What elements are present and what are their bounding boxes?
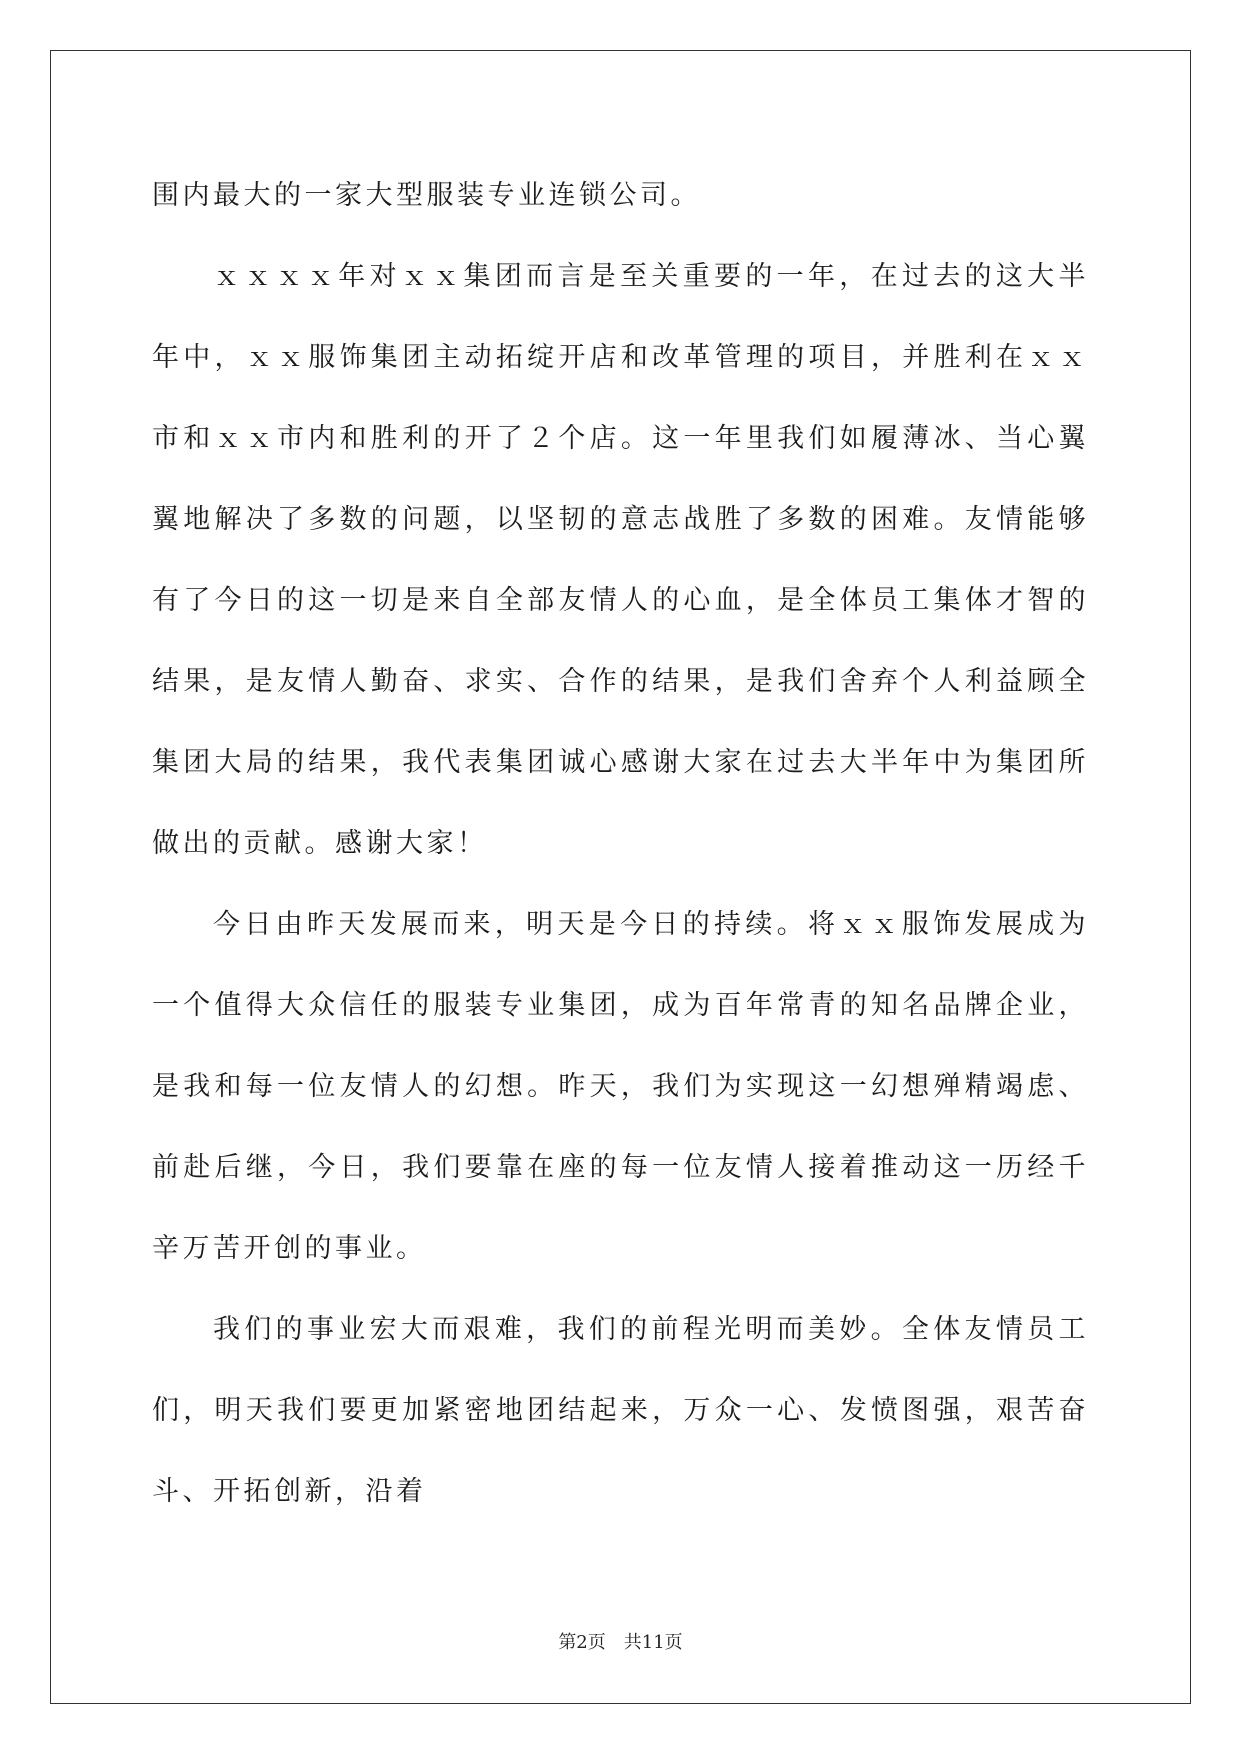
- document-body: [152, 155, 1089, 1532]
- paragraph: 今日由昨天发展而来，明天是今日的持续。将ｘｘ服饰发展成为一个值得大众信任的服装专业集团，成为百年常青的知名品牌企业，是我和每一位友情人的幻想。昨天，我们为实现这一幻想殚精竭虑、前赴后继，今日，我们要靠在座的每一位友情人接着推动这一历经千辛万苦开创的事业。: [152, 909, 1089, 1264]
- paragraph: 我们的事业宏大而艰难，我们的前程光明而美妙。全体友情员工们，明天我们要更加紧密地团结起来，万众一心、发愤图强，艰苦奋斗、开拓创新，沿着: [152, 1314, 1089, 1507]
- paragraph: 围内最大的一家大型服装专业连锁公司。: [152, 180, 701, 211]
- page-total: 共11页: [623, 1632, 683, 1653]
- page-footer: [0, 1628, 1241, 1654]
- page-number: 第2页: [558, 1632, 606, 1653]
- paragraph: ｘｘｘｘ年对ｘｘ集团而言是至关重要的一年，在过去的这大半年中，ｘｘ服饰集团主动拓绽开店和改革管理的项目，并胜利在ｘｘ市和ｘｘ市内和胜利的开了２个店。这一年里我们如履薄冰、当心翼翼地解决了多数的问题，以坚韧的意志战胜了多数的困难。友情能够有了今日的这一切是来自全部友情人的心血，是全体员工集体才智的结果，是友情人勤奋、求实、合作的结果，是我们舍弃个人利益顾全集团大局的结果，我代表集团诚心感谢大家在过去大半年中为集团所做出的贡献。感谢大家！: [152, 261, 1089, 859]
